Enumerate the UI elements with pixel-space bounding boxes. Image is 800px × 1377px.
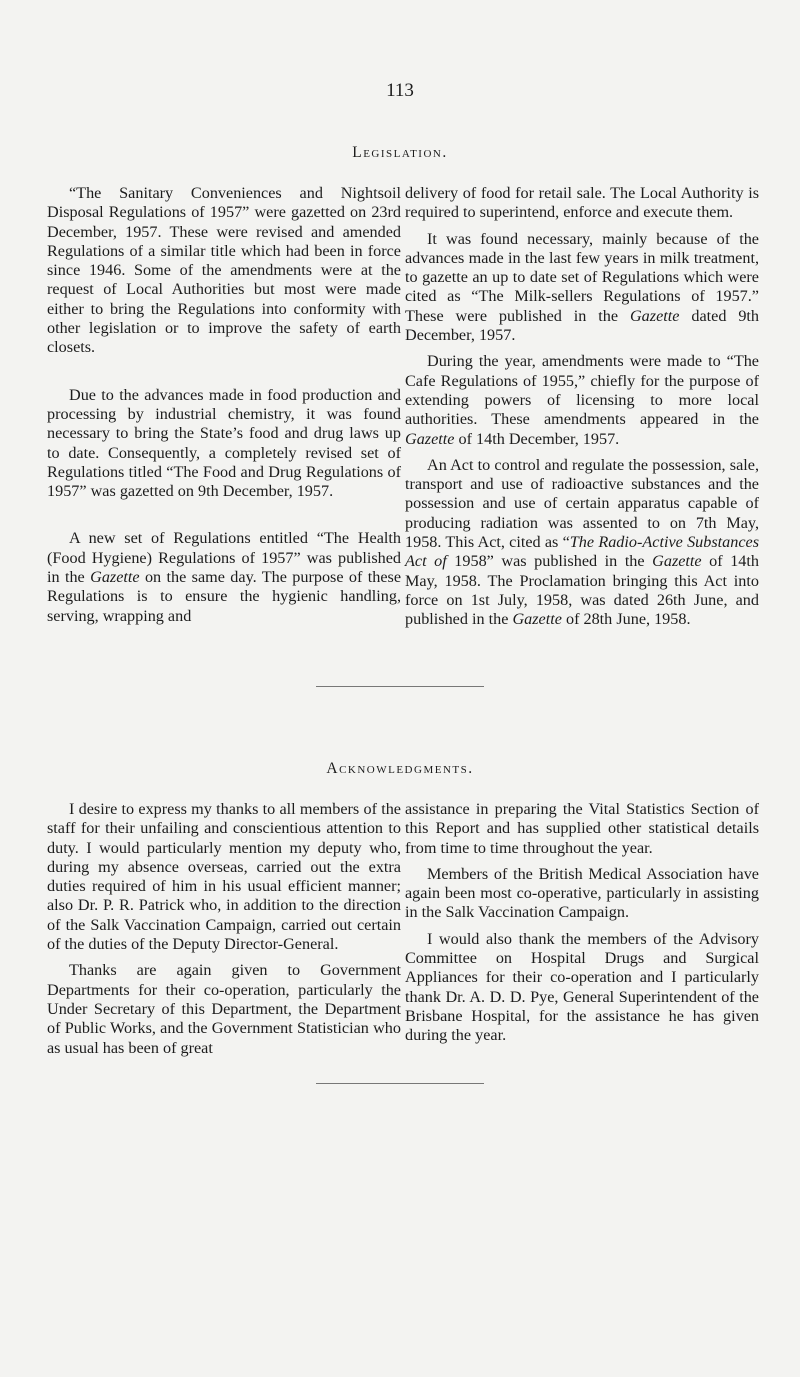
section-divider [316,1083,484,1084]
acknowledgments-left-column [47,800,401,1058]
text-run: It was found necessary, mainly because of the advances made in the last few years in milk treatment, to gazette an up to date set of Regulations which were cited as “The Milk-sellers Regulations of 1957.” These were published in the [405,229,759,325]
italic-text: Gazette [405,429,455,448]
text-run: 1958” was published in the [454,552,645,571]
italic-text: Gazette [512,610,562,629]
paragraph [47,529,401,625]
legislation-left-column [47,184,401,626]
text-run: on the same day. The purpose of these Regulations is to ensure the hygienic handling, serving, wrapping and [47,568,402,625]
paragraph: assistance in preparing the Vital Statistics Section of this Report and has supplied other statistical details from time to time throughout the year. [405,800,759,857]
italic-text: The Radio-Active Substances Act of [405,533,759,571]
legislation-right-column [405,184,759,630]
paragraph: Members of the British Medical Association have again been most co-operative, particularly in assisting in the Salk Vaccination Campaign. [405,864,759,922]
text-run: of 14th May, 1958. The Proclamation bringing this Act into force on 1st July, 1958, was dated 26th June, and published in the [405,552,759,629]
paragraph [405,456,759,630]
paragraph: Thanks are again given to Government Departments for their co-operation, particularly the Under Secretary of this Department, the Department of Public Works, and the Government Statistician who as usual has been of great [47,961,401,1057]
paragraph [405,230,759,346]
paragraph: I would also thank the members of the Advisory Committee on Hospital Drugs and Surgical Appliances for their co-operation and I particularly thank Dr. A. D. D. Pye, General Superintendent of the Brisbane Hospital, for the assistance he has given during the year. [405,929,759,1045]
legislation-heading: Legislation. [352,144,448,161]
italic-text: Gazette [652,552,702,571]
paragraph: “The Sanitary Conveniences and Nightsoil Disposal Regulations of 1957” were gazetted on 23rd December, 1957. These were revised and amended Regulations of a similar title which had been in force since 1946. Some of the amendments were at the request of Local Authorities but most were made either to bring the Regulations into conformity with other legislation or to improve the safety of earth closets. [47,184,401,357]
acknowledgments-heading: Acknowledgments. [326,760,474,777]
text-run: of 28th June, 1958. [565,610,691,629]
italic-text: Gazette [90,568,140,587]
text-run: An Act to control and regulate the possession, sale, transport and use of radioactive substances and the possession and use of certain apparatus capable of producing radiation was assented to on 7th May, 1958. This Act, cited as “ [405,455,759,552]
text-run: A new set of Regulations entitled “The Health (Food Hygiene) Regulations of 1957” was published in the [47,529,401,587]
page-number: 113 [386,80,414,101]
text-run: dated 9th December, 1957. [405,306,760,345]
paragraph: Due to the advances made in food production and processing by industrial chemistry, it was found necessary to bring the State’s food and drug laws up to date. Consequently, a completely revised set of Regulations titled “The Food and Drug Regulations of 1957” was gazetted on 9th December, 1957. [47,385,401,501]
text-run: of 14th December, 1957. [458,429,620,448]
paragraph [405,352,759,448]
acknowledgments-right-column [405,800,759,1046]
text-run: During the year, amendments were made to “The Cafe Regulations of 1955,” chiefly for the purpose of extending powers of licensing to more local authorities. These amendments appeared in the [405,352,759,429]
paragraph: delivery of food for retail sale. The Local Authority is required to superintend, enforce and execute them. [405,184,759,222]
paragraph: I desire to express my thanks to all members of the staff for their unfailing and conscientious attention to duty. I would particularly mention my deputy who, during my absence overseas, carried out the extra duties required of him in his usual efficient manner; also Dr. P. R. Patrick who, in addition to the direction of the Salk Vaccination Campaign, carried out certain of the duties of the Deputy Director-General. [47,800,401,954]
section-divider [316,686,484,687]
italic-text: Gazette [629,306,680,325]
